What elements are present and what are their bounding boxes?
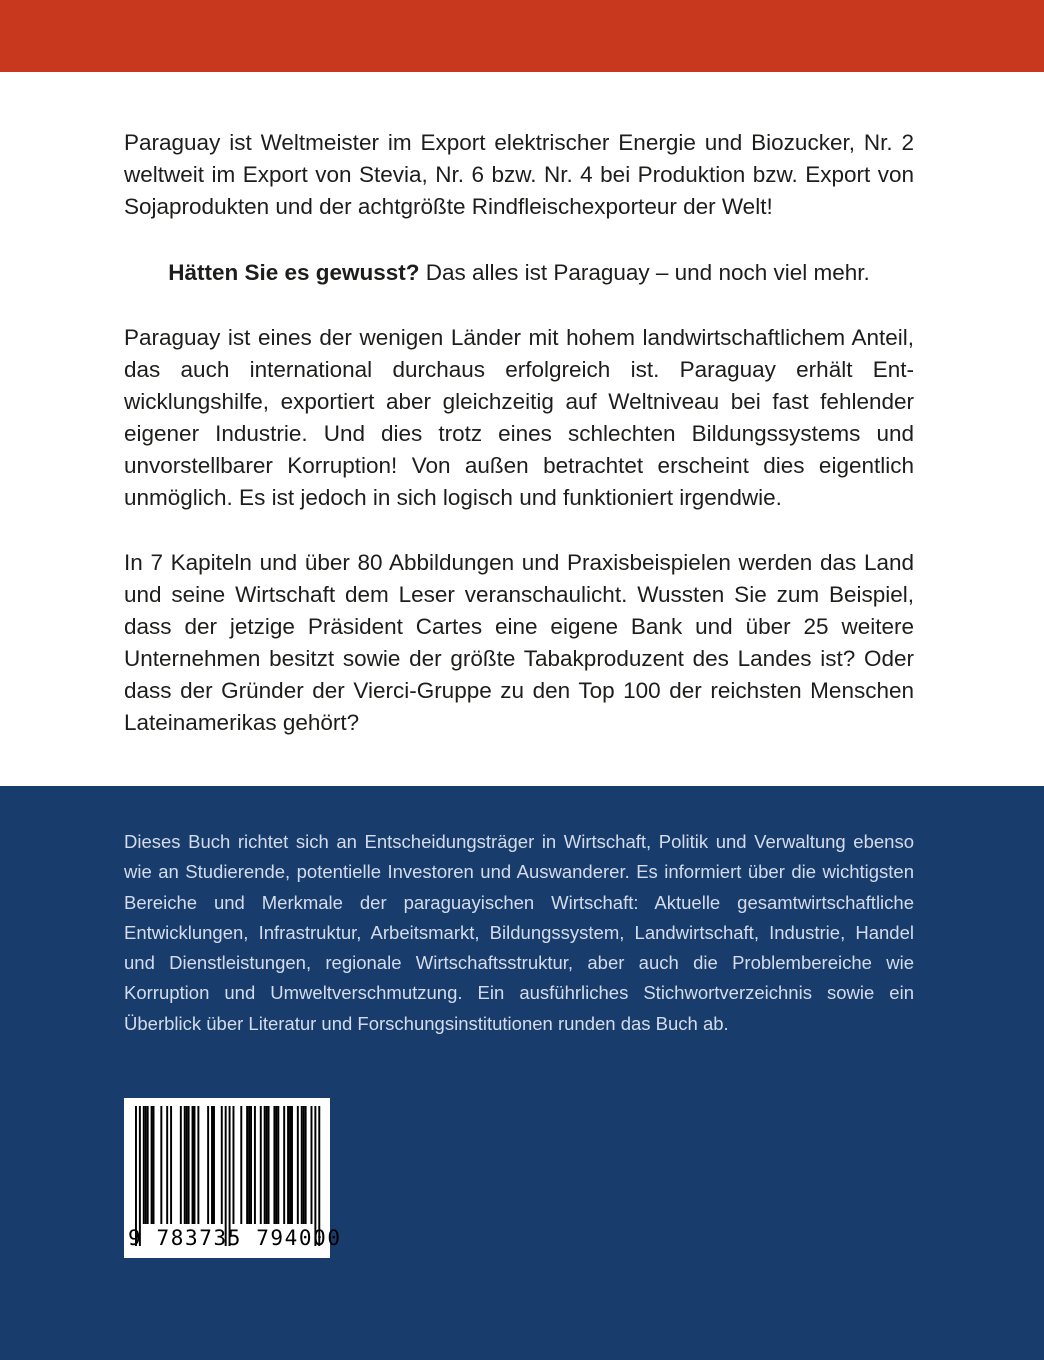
barcode-bar xyxy=(170,1106,172,1224)
intro-paragraph-3: In 7 Kapiteln und über 80 Abbildungen und Praxisbeispielen werden das Land und seine Wirtschaft dem Leser veranschaulicht. Wussten Sie zum Beispiel, dass der jetzige Präsident Cartes eine eigene Bank und über 25 weitere Unternehmen besitzt sowie der größte Tabakproduzent des Landes ist? Oder dass der Gründer der Vierci-Gruppe zu den Top 100 der reichsten Menschen Lateinamerikas gehört? xyxy=(124,550,914,735)
barcode-bar xyxy=(240,1106,242,1224)
barcode-bar xyxy=(145,1106,147,1224)
barcode-bar xyxy=(211,1106,213,1224)
barcode-bar xyxy=(266,1106,268,1224)
isbn-barcode xyxy=(124,1098,342,1258)
question-bold: Hätten Sie es gewusst? xyxy=(168,260,420,285)
barcode-digits: 9 783735 794000 xyxy=(128,1226,342,1250)
barcode-bar xyxy=(153,1106,155,1224)
barcode-bar xyxy=(277,1106,279,1224)
barcode-bar xyxy=(305,1106,307,1224)
barcode-bar xyxy=(273,1106,275,1224)
blue-panel-text: Dieses Buch richtet sich an Entscheidungsträger in Wirtschaft, Politik und Verwaltung ebenso wie an Studierende, potentielle Investoren und Auswanderer. Es informiert über die wichtigsten Bereiche und Merkmale der paraguayischen Wirtschaft: Aktuelle gesamtwirtschaftliche Entwicklungen, Infrastruktur, Arbeitsmarkt, Bildungssystem, Landwirtschaft, Industrie, Handel und Dienstleistungen, regionale Wirtschaftsstruktur, aber auch die Problembereiche wie Korruption und Umweltverschmutzung. Ein ausführliches Stichwortverzeichnis sowie ein Überblick über Literatur und Forschungsinstitutionen runden das Buch ab. xyxy=(124,831,914,1034)
barcode-bar xyxy=(151,1106,153,1224)
barcode-bar xyxy=(221,1106,223,1224)
barcode-bar xyxy=(260,1106,262,1224)
barcode-bar xyxy=(283,1106,285,1224)
barcode-bar xyxy=(275,1106,277,1224)
intro-paragraph-2: Paraguay ist eines der wenigen Länder mit hohem landwirtschaftlichem Anteil, das auch international durchaus erfolgreich ist. Paraguay erhält Entwicklungshilfe, exportiert aber gleichzeitig auf Weltniveau bei fast fehlender eigener Industrie. Und dies trotz eines schlechten Bildungssystems und unvorstellbarer Korruption! Von außen betrachtet erscheint dies eigentlich unmöglich. Es ist jedoch in sich logisch und funktioniert irgendwie. xyxy=(124,325,914,510)
barcode-bar xyxy=(254,1106,256,1224)
barcode-bar xyxy=(213,1106,215,1224)
barcode-bar xyxy=(197,1106,199,1224)
barcode-bar xyxy=(207,1106,209,1224)
top-color-band xyxy=(0,0,1044,72)
barcode-bar xyxy=(297,1106,299,1224)
barcode-bar xyxy=(147,1106,149,1224)
barcode-bar xyxy=(250,1106,252,1224)
barcode-bar xyxy=(160,1106,162,1224)
barcode-bar xyxy=(184,1106,186,1224)
barcode-bar xyxy=(248,1106,250,1224)
question-line xyxy=(124,257,914,289)
barcode-bar xyxy=(264,1106,266,1224)
barcode-bar xyxy=(246,1106,248,1224)
barcode-bar xyxy=(166,1106,168,1224)
barcode-bar xyxy=(180,1106,182,1224)
barcode-bar xyxy=(289,1106,291,1224)
barcode-bar xyxy=(303,1106,305,1224)
barcode-bar xyxy=(268,1106,270,1224)
question-rest: Das alles ist Paraguay – und noch viel mehr. xyxy=(419,260,870,285)
barcode-bar xyxy=(143,1106,145,1224)
barcode-bar xyxy=(291,1106,293,1224)
barcode-bar xyxy=(186,1106,188,1224)
barcode-bar xyxy=(233,1106,235,1224)
barcode-bar xyxy=(194,1106,196,1224)
barcode-bar xyxy=(192,1106,194,1224)
barcode-bar xyxy=(287,1106,289,1224)
intro-paragraph-1: Paraguay ist Weltmeister im Export elektrischer Energie und Biozucker, Nr. 2 weltweit im Export von Stevia, Nr. 6 bzw. Nr. 4 bei Produktion bzw. Export von Sojaprodukten und der achtgrößte Rindfleischexporteur der Welt! xyxy=(124,130,914,219)
barcode-bar xyxy=(301,1106,303,1224)
barcode-bar xyxy=(311,1106,313,1224)
barcode-bar xyxy=(188,1106,190,1224)
